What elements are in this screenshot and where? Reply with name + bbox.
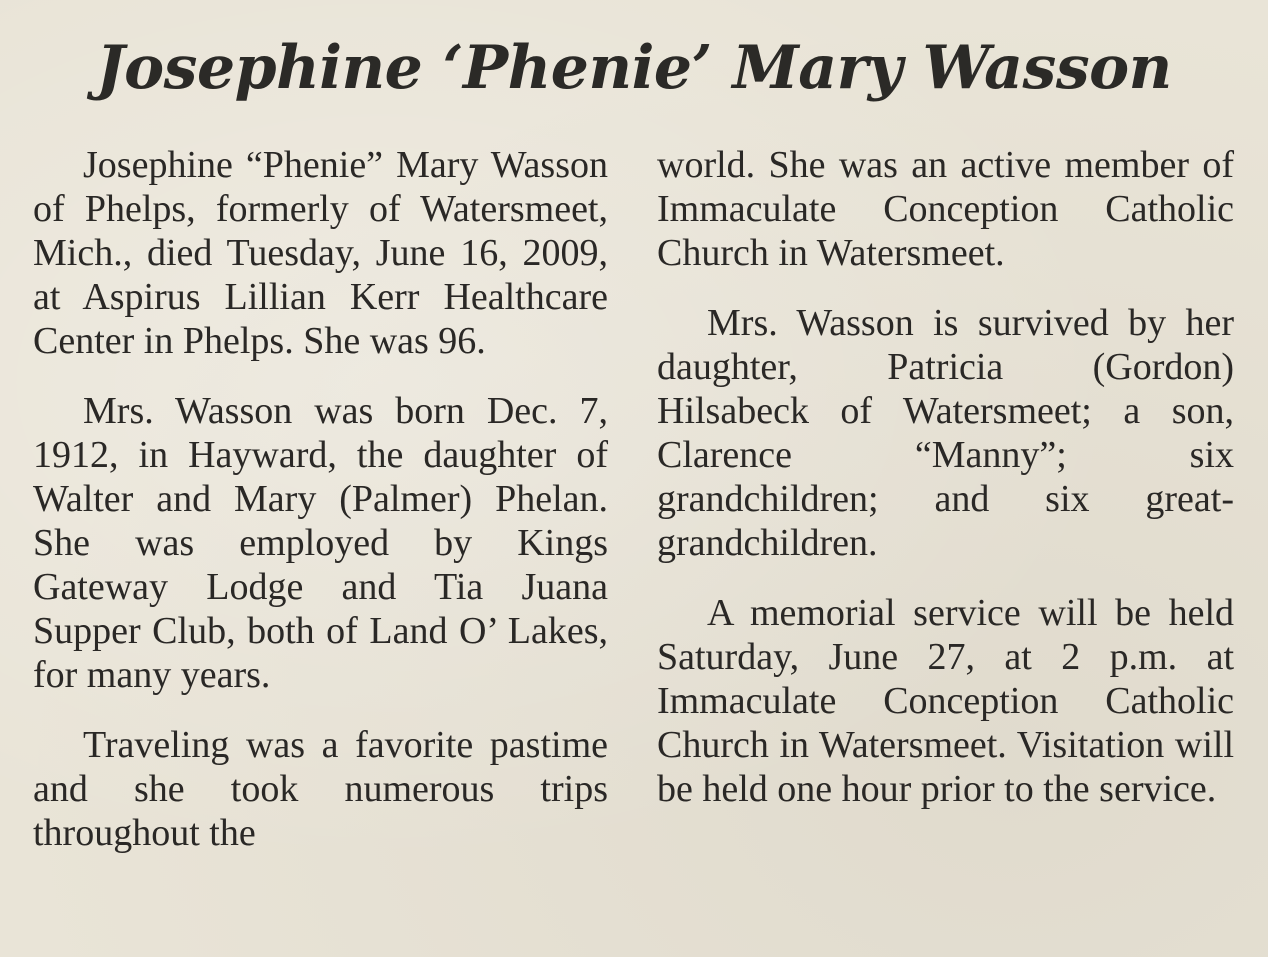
right-column — [657, 143, 1234, 811]
paragraph-memorial-service: A memorial service will be held Saturday, June 27, at 2 p.m. at Immaculate Conception Catholic Church in Watersmeet. Visitation will be held one hour prior to the service. — [657, 592, 1234, 810]
obituary-headline: Josephine ‘Phenie’ Mary Wasson — [96, 33, 1172, 103]
paragraph-survivors: Mrs. Wasson is survived by her daughter, Patricia (Gordon) Hilsabeck of Watersmeet; a son, Clarence “Manny”; six grandchildren; and six great-grandchildren. — [657, 302, 1234, 564]
paragraph-death-notice: Josephine “Phenie” Mary Wasson of Phelps, formerly of Watersmeet, Mich., died Tuesday, June 16, 2009, at Aspirus Lillian Kerr Healthcare Center in Phelps. She was 96. — [33, 144, 608, 362]
left-column — [33, 143, 608, 855]
paragraph-travel: Traveling was a favorite pastime and she took numerous trips throughout the — [33, 724, 608, 854]
paragraph-travel-continued: world. She was an active member of Immaculate Conception Catholic Church in Watersmeet. — [657, 144, 1234, 274]
paragraph-biography: Mrs. Wasson was born Dec. 7, 1912, in Hayward, the daughter of Walter and Mary (Palmer) Phelan. She was employed by Kings Gateway Lodge and Tia Juana Supper Club, both of Land O’ Lakes, for many years. — [33, 390, 608, 696]
